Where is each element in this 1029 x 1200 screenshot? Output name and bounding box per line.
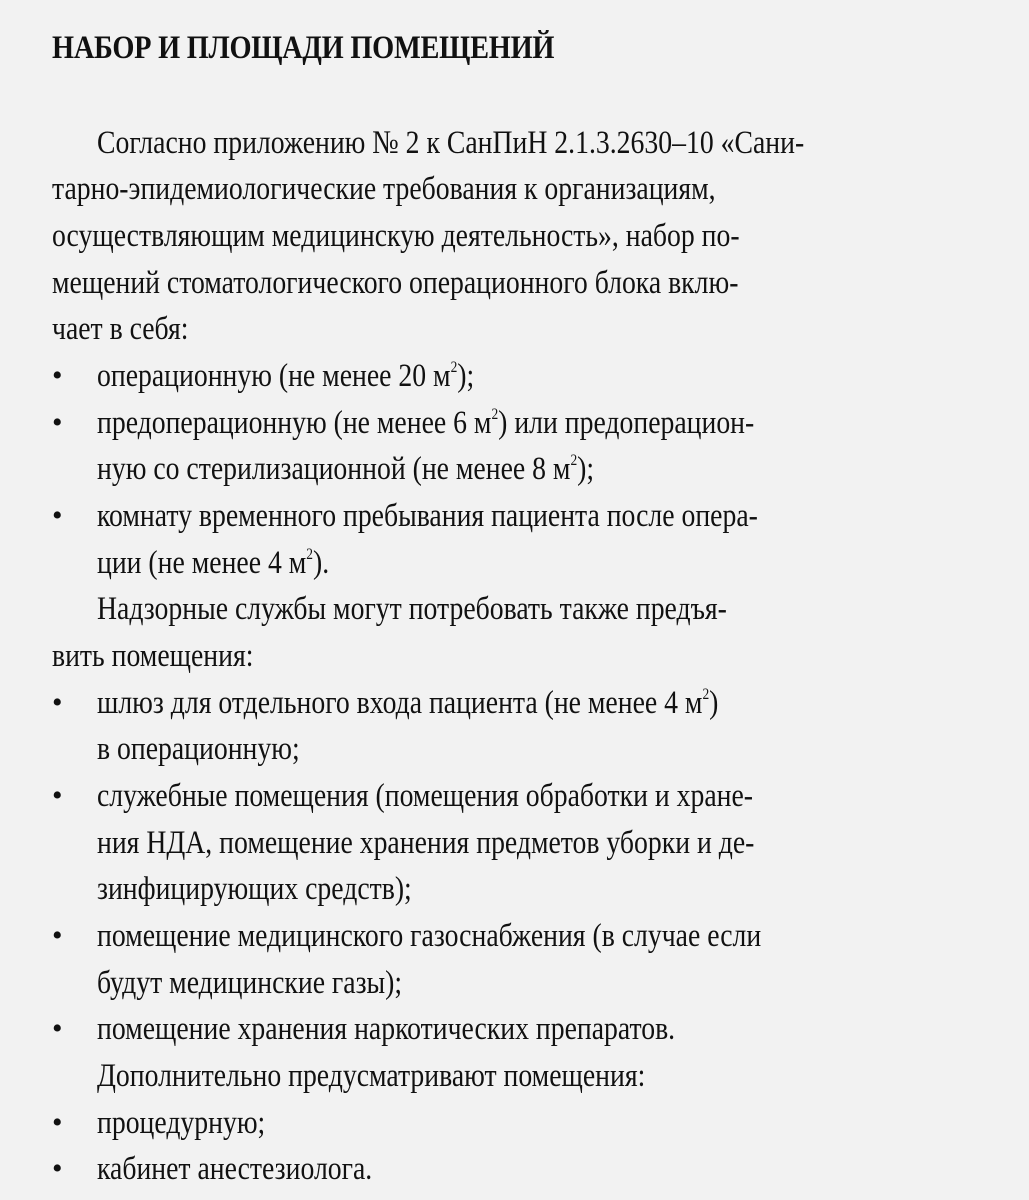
paragraph-line: вить помещения: <box>52 638 254 674</box>
list-item: процедурную; <box>97 1105 266 1141</box>
bullet-icon: • <box>52 779 63 812</box>
bullet-icon: • <box>52 1152 63 1185</box>
list-item-continuation: зинфицирующих средств); <box>97 871 412 907</box>
list-item-continuation: ную со стерилизационной (не менее 8 $м^2$); <box>97 451 595 487</box>
list-item-continuation: ции (не менее 4 $м^2$). <box>97 545 330 581</box>
list-item: комнату временного пребывания пациента после опера- <box>97 498 758 534</box>
bullet-icon: • <box>52 686 63 719</box>
list-item: предоперационную (не менее 6 $м^2$) или предоперацион- <box>97 405 755 441</box>
bullet-icon: • <box>52 359 63 392</box>
list-item: кабинет анестезиолога. <box>97 1151 373 1187</box>
list-item: помещение медицинского газоснабжения (в случае если <box>97 918 762 954</box>
list-item-continuation: ния НДА, помещение хранения предметов уборки и де- <box>97 825 755 861</box>
section-title: НАБОР И ПЛОЩАДИ ПОМЕЩЕНИЙ <box>52 30 555 66</box>
bullet-icon: • <box>52 499 63 532</box>
list-item-continuation: в операционную; <box>97 731 300 767</box>
intro-line: мещений стоматологического операционного блока вклю- <box>52 265 739 301</box>
list-item-continuation: будут медицинские газы); <box>97 965 403 1001</box>
intro-line: осуществляющим медицинскую деятельность», набор по- <box>52 218 740 254</box>
paragraph-line: Дополнительно предусматривают помещения: <box>97 1058 646 1094</box>
list-item: шлюз для отдельного входа пациента (не менее 4 $м^2$) <box>97 685 719 721</box>
bullet-icon: • <box>52 1106 63 1139</box>
intro-line: тарно-эпидемиологические требования к организациям, <box>52 171 716 207</box>
bullet-icon: • <box>52 919 63 952</box>
bullet-icon: • <box>52 1012 63 1045</box>
list-item: служебные помещения (помещения обработки и хране- <box>97 778 754 814</box>
paragraph-line: Надзорные службы могут потребовать также предъя- <box>97 591 727 627</box>
intro-line: чает в себя: <box>52 311 189 347</box>
list-item: помещение хранения наркотических препаратов. <box>97 1011 676 1047</box>
intro-line: Согласно приложению № 2 к СанПиН 2.1.3.2630–10 «Сани- <box>97 125 805 161</box>
list-item: операционную (не менее 20 $м^2$); <box>97 358 475 394</box>
bullet-icon: • <box>52 406 63 439</box>
